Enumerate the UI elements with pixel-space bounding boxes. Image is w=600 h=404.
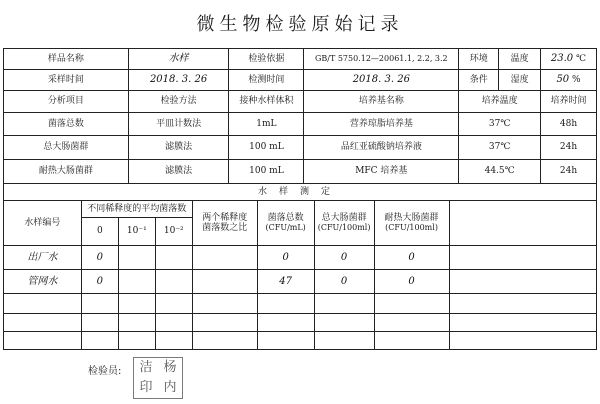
- empty-cell: [81, 314, 118, 332]
- table-row: [4, 294, 597, 314]
- col-medium-header: 培养基名称: [304, 91, 459, 113]
- measurement-table: [3, 183, 597, 350]
- total-header-line2: (CFU/mL): [265, 223, 306, 232]
- analysis-volume: 1mL: [229, 113, 304, 136]
- coliform-value: 0: [314, 270, 374, 294]
- coliform-value: 0: [314, 246, 374, 270]
- empty-cell: [81, 332, 118, 350]
- empty-cell: [118, 270, 155, 294]
- col-volume-header: 接种水样体积: [229, 91, 304, 113]
- measurement-title: 水样测定: [4, 184, 597, 201]
- empty-cell: [314, 314, 374, 332]
- empty-cell: [155, 246, 192, 270]
- ratio-header: [192, 201, 257, 246]
- analysis-time: 24h: [541, 136, 597, 160]
- empty-cell: [155, 294, 192, 314]
- condition-label: 条件: [459, 70, 499, 91]
- empty-cell: [4, 294, 82, 314]
- humidity-value: 50: [556, 74, 570, 86]
- analysis-item: 耐热大肠菌群: [4, 160, 129, 184]
- sample-no-header: 水样编号: [4, 201, 82, 246]
- temp-unit: ℃: [576, 54, 587, 65]
- coliform-header-line2: (CFU/100ml): [317, 223, 371, 232]
- signature-stamp: [133, 357, 183, 399]
- analysis-medium: MFC 培养基: [304, 160, 459, 184]
- analysis-temp: 37℃: [459, 113, 541, 136]
- empty-cell: [118, 314, 155, 332]
- total-header-line1: 菌落总数: [267, 212, 304, 223]
- stamp-char: 洁: [139, 360, 153, 375]
- empty-cell: [192, 332, 257, 350]
- thermo-header-line2: (CFU/100ml): [385, 223, 438, 232]
- empty-cell: [374, 294, 449, 314]
- col-method-header: 检验方法: [128, 91, 229, 113]
- page-title: 微生物检验原始记录: [196, 14, 404, 35]
- sampling-time-label: 采样时间: [4, 70, 129, 91]
- basis-value: GB/T 5750.12—20061.1, 2.2, 3.2: [304, 49, 459, 70]
- humidity-cell: [541, 70, 597, 91]
- analysis-method: 平皿计数法: [128, 113, 229, 136]
- col-item-header: 分析项目: [4, 91, 129, 113]
- empty-cell: [449, 314, 596, 332]
- empty-cell: [155, 314, 192, 332]
- analysis-item: 菌落总数: [4, 113, 129, 136]
- thermo-header-line1: 耐热大肠菌群: [384, 212, 439, 223]
- empty-cell: [192, 314, 257, 332]
- empty-cell: [449, 270, 596, 294]
- table-row: [4, 270, 597, 294]
- analysis-item: 总大肠菌群: [4, 136, 129, 160]
- empty-cell: [192, 246, 257, 270]
- empty-cell: [4, 314, 82, 332]
- basis-label: 检验依据: [229, 49, 304, 70]
- sample-no: 出厂水: [4, 246, 82, 270]
- thermo-header: [374, 201, 449, 246]
- record-header-table: [3, 48, 597, 184]
- thermo-value: 0: [374, 246, 449, 270]
- empty-cell: [192, 294, 257, 314]
- analysis-temp: 37℃: [459, 136, 541, 160]
- sample-name-label: 样品名称: [4, 49, 129, 70]
- dilution-value: 0: [81, 246, 118, 270]
- empty-cell: [118, 294, 155, 314]
- temp-value: 23.0: [550, 53, 574, 65]
- ratio-header-line2: 菌落数之比: [202, 223, 248, 233]
- dilution-value: 0: [81, 270, 118, 294]
- table-row: [4, 314, 597, 332]
- total-value: 47: [257, 270, 314, 294]
- coliform-header-line1: 总大肠菌群: [321, 212, 367, 223]
- coliform-header: [314, 201, 374, 246]
- total-value: 0: [257, 246, 314, 270]
- analysis-volume: 100 mL: [229, 160, 304, 184]
- env-label: 环境: [459, 49, 499, 70]
- dilution-0: 0: [81, 218, 118, 246]
- dilution-1: 10⁻¹: [118, 218, 155, 246]
- analysis-temp: 44.5℃: [459, 160, 541, 184]
- empty-cell: [449, 246, 596, 270]
- empty-cell: [155, 270, 192, 294]
- empty-cell: [192, 270, 257, 294]
- col-temp-header: 培养温度: [459, 91, 541, 113]
- empty-cell: [314, 294, 374, 314]
- analysis-volume: 100 mL: [229, 136, 304, 160]
- analysis-medium: 营养琼脂培养基: [304, 113, 459, 136]
- sampling-time-value: 2018. 3. 26: [128, 70, 229, 91]
- empty-cell: [155, 332, 192, 350]
- table-row: [4, 246, 597, 270]
- analysis-method: 滤膜法: [128, 136, 229, 160]
- analysis-row: [4, 136, 597, 160]
- table-row: [4, 332, 597, 350]
- empty-cell: [118, 246, 155, 270]
- temp-cell: [541, 49, 597, 70]
- total-header: [257, 201, 314, 246]
- test-time-value: 2018. 3. 26: [304, 70, 459, 91]
- stamp-char: 杨: [163, 360, 177, 375]
- analysis-time: 24h: [541, 160, 597, 184]
- inspector-label: 检验员:: [88, 366, 122, 377]
- thermo-value: 0: [374, 270, 449, 294]
- analysis-method: 滤膜法: [128, 160, 229, 184]
- empty-cell: [374, 314, 449, 332]
- empty-cell: [257, 332, 314, 350]
- humidity-unit: %: [572, 75, 581, 86]
- col-time-header: 培养时间: [541, 91, 597, 113]
- dilution-2: 10⁻²: [155, 218, 192, 246]
- analysis-medium: 品红亚硫酸钠培养液: [304, 136, 459, 160]
- empty-cell: [4, 332, 82, 350]
- empty-cell: [257, 294, 314, 314]
- analysis-row: [4, 160, 597, 184]
- sample-no: 管网水: [4, 270, 82, 294]
- empty-cell: [118, 332, 155, 350]
- temp-label: 温度: [499, 49, 541, 70]
- sample-name-value: 水样: [128, 49, 229, 70]
- humidity-label: 湿度: [499, 70, 541, 91]
- empty-cell: [374, 332, 449, 350]
- stamp-char: 内: [163, 380, 177, 395]
- dilution-header: 不同稀释度的平均菌落数: [81, 201, 192, 218]
- analysis-time: 48h: [541, 113, 597, 136]
- empty-cell: [314, 332, 374, 350]
- ratio-header-line1: 两个稀释度: [202, 212, 248, 223]
- blank-header: [449, 201, 596, 246]
- empty-cell: [257, 314, 314, 332]
- test-time-label: 检测时间: [229, 70, 304, 91]
- empty-cell: [449, 294, 596, 314]
- empty-cell: [449, 332, 596, 350]
- analysis-row: [4, 113, 597, 136]
- stamp-char: 印: [139, 380, 153, 395]
- empty-cell: [81, 294, 118, 314]
